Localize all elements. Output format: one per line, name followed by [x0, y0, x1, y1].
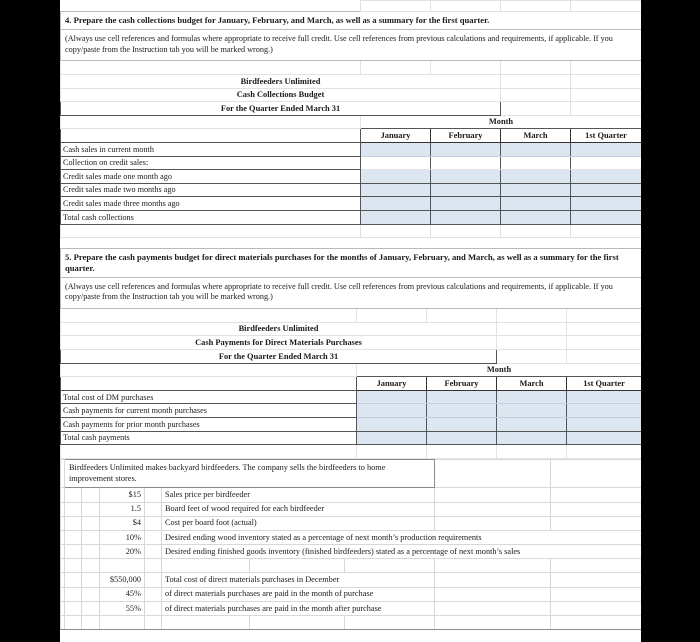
- spacer-cell: [567, 445, 642, 459]
- spacer-cell: [145, 573, 162, 587]
- top-spacer-row: [61, 1, 642, 12]
- assumption-desc-cost-board-foot: Cost per board foot (actual): [162, 516, 435, 530]
- spacer-cell: [65, 516, 82, 530]
- assumption-gap-row: [61, 559, 642, 573]
- spacer-cell: [65, 587, 82, 601]
- input-cell-january[interactable]: [357, 390, 427, 404]
- spacer-cell: [551, 559, 641, 573]
- spacer-cell: [551, 488, 641, 502]
- spacer-cell: [431, 238, 501, 249]
- column-header-march-4: March: [501, 129, 571, 143]
- question-4-block: [60, 0, 641, 248]
- input-cell-february[interactable]: [431, 183, 501, 197]
- spacer-cell: [82, 516, 100, 530]
- table-row: [61, 142, 642, 156]
- empty-corner-cell: [61, 115, 361, 129]
- spacer-cell: [551, 516, 641, 530]
- table-row: [61, 390, 642, 404]
- input-cell-february[interactable]: [427, 417, 497, 431]
- empty-corner-cell: [61, 363, 357, 377]
- spacer-cell: [571, 88, 642, 102]
- row-label-total-cash-payments: Total cash payments: [61, 431, 357, 445]
- assumption-row: [61, 573, 642, 587]
- column-header-march-5: March: [497, 377, 567, 391]
- gap-row: [61, 238, 642, 249]
- spacer-cell: [357, 309, 427, 323]
- spacer-cell: [551, 616, 641, 630]
- spacer-cell: [567, 350, 642, 364]
- row-label-cash-payments-current-month: Cash payments for current month purchases: [61, 404, 357, 418]
- spacer-cell: [65, 601, 82, 615]
- input-cell-quarter[interactable]: [567, 404, 642, 418]
- spacer-cell: [435, 616, 551, 630]
- input-cell-quarter[interactable]: [567, 390, 642, 404]
- input-cell-quarter[interactable]: [571, 170, 642, 184]
- input-cell-february[interactable]: [427, 404, 497, 418]
- input-cell-quarter[interactable]: [571, 142, 642, 156]
- assumption-row: [61, 601, 642, 615]
- question-5-note: (Always use cell references and formulas where appropriate to receive full credit. Use cell references from previous calculations and requirements, if applicable. If you copy/paste from the Instruction tab you will be marked wrong.): [61, 277, 642, 309]
- spacer-cell: [82, 502, 100, 516]
- spacer-cell: [361, 61, 431, 75]
- period-label-5: For the Quarter Ended March 31: [61, 350, 497, 364]
- input-cell-march[interactable]: [501, 197, 571, 211]
- spacer-cell: [501, 102, 571, 116]
- assumption-row: [61, 530, 642, 544]
- gap-row: [61, 61, 642, 75]
- spacer-cell: [567, 336, 642, 350]
- table-row: [61, 417, 642, 431]
- spacer-cell: [65, 559, 82, 573]
- row-label-header-4: [61, 129, 361, 143]
- input-cell-march[interactable]: [501, 210, 571, 224]
- input-cell-march[interactable]: [497, 417, 567, 431]
- spacer-cell: [551, 587, 641, 601]
- input-cell-quarter[interactable]: [571, 197, 642, 211]
- spacer-cell: [501, 238, 571, 249]
- row-label-cash-payments-prior-month: Cash payments for prior month purchases: [61, 417, 357, 431]
- row-label-credit-two-months: Credit sales made two months ago: [61, 183, 361, 197]
- spacer-cell: [61, 309, 357, 323]
- company-title-row-4: [61, 74, 642, 88]
- input-cell-quarter[interactable]: [567, 431, 642, 445]
- spacer-cell: [435, 587, 551, 601]
- month-group-row-4: [61, 115, 642, 129]
- spacer-cell: [162, 559, 250, 573]
- spacer-cell: [100, 616, 145, 630]
- spacer-cell: [82, 559, 100, 573]
- assumption-value-cost-board-foot: $4: [100, 516, 145, 530]
- spacer-cell: [551, 573, 641, 587]
- question-4-heading-row: [61, 12, 642, 30]
- spacer-cell: [497, 322, 567, 336]
- spacer-cell: [65, 573, 82, 587]
- spacer-cell: [435, 488, 551, 502]
- blank-cell-january[interactable]: [361, 156, 431, 170]
- question-5-note-row: [61, 277, 642, 309]
- assumption-value-sales-price: $15: [100, 488, 145, 502]
- assumption-value-wood-inventory: 10%: [100, 530, 145, 544]
- spacer-cell: [145, 616, 162, 630]
- row-label-credit-one-month: Credit sales made one month ago: [61, 170, 361, 184]
- blank-cell-quarter[interactable]: [571, 156, 642, 170]
- spacer-cell: [551, 502, 641, 516]
- input-cell-march[interactable]: [501, 142, 571, 156]
- input-cell-february[interactable]: [427, 431, 497, 445]
- table-row: [61, 210, 642, 224]
- spacer-cell: [361, 224, 431, 238]
- spacer-cell: [571, 61, 642, 75]
- input-cell-january[interactable]: [361, 142, 431, 156]
- table-row: [61, 156, 642, 170]
- spacer-cell: [250, 616, 345, 630]
- column-header-february-5: February: [427, 377, 497, 391]
- assumption-value-board-feet: 1.5: [100, 502, 145, 516]
- input-cell-february[interactable]: [431, 197, 501, 211]
- assumption-row: [61, 587, 642, 601]
- spacer-cell: [361, 238, 431, 249]
- statement-name-5: Cash Payments for Direct Materials Purchases: [61, 336, 497, 350]
- spacer-cell: [431, 224, 501, 238]
- spacer-cell: [571, 102, 642, 116]
- month-group-header-4: Month: [361, 115, 642, 129]
- spacer-cell: [497, 350, 567, 364]
- spacer-cell: [345, 616, 435, 630]
- assumption-row: [61, 488, 642, 502]
- question-4-note-row: [61, 29, 642, 61]
- assumption-value-fg-inventory: 20%: [100, 545, 145, 559]
- intro-row: [61, 459, 642, 488]
- company-name-5: Birdfeeders Unlimited: [61, 322, 497, 336]
- input-cell-february[interactable]: [431, 170, 501, 184]
- spacer-cell: [65, 488, 82, 502]
- input-cell-quarter[interactable]: [571, 210, 642, 224]
- spacer-cell: [497, 445, 567, 459]
- assumption-value-paid-month-after: 55%: [100, 601, 145, 615]
- gap-row: [61, 445, 642, 459]
- input-cell-january[interactable]: [357, 417, 427, 431]
- table-row: [61, 197, 642, 211]
- spacer-cell: [61, 238, 361, 249]
- period-label-4: For the Quarter Ended March 31: [61, 102, 501, 116]
- spacer-cell: [501, 74, 571, 88]
- assumptions-block: [60, 459, 641, 630]
- blank-cell-march[interactable]: [501, 156, 571, 170]
- assumption-row: [61, 502, 642, 516]
- spacer-cell: [145, 530, 162, 544]
- month-group-row-5: [61, 363, 642, 377]
- question-5-heading: 5. Prepare the cash payments budget for direct materials purchases for the months of January, February, and March, as well as a summary for the first quarter.: [61, 249, 642, 277]
- spacer-cell: [61, 61, 361, 75]
- input-cell-march[interactable]: [497, 404, 567, 418]
- input-cell-january[interactable]: [357, 404, 427, 418]
- input-cell-march[interactable]: [497, 390, 567, 404]
- spacer-cell: [571, 1, 642, 12]
- spacer-cell: [145, 601, 162, 615]
- column-header-quarter-5: 1st Quarter: [567, 377, 642, 391]
- gap-row: [61, 309, 642, 323]
- statement-name-4: Cash Collections Budget: [61, 88, 501, 102]
- question-5-heading-row: [61, 249, 642, 277]
- row-label-credit-three-months: Credit sales made three months ago: [61, 197, 361, 211]
- table-row: [61, 183, 642, 197]
- assumption-desc-dm-december: Total cost of direct materials purchases in December: [162, 573, 435, 587]
- spacer-cell: [571, 224, 642, 238]
- spacer-cell: [435, 516, 551, 530]
- spacer-cell: [82, 587, 100, 601]
- row-label-total-cost-dm-purchases: Total cost of DM purchases: [61, 390, 357, 404]
- assumption-row: [61, 545, 642, 559]
- assumption-desc-paid-month-after: of direct materials purchases are paid in the month after purchase: [162, 601, 435, 615]
- row-label-collection-on-credit-sales: Collection on credit sales:: [61, 156, 361, 170]
- spacer-cell: [82, 573, 100, 587]
- spacer-cell: [427, 309, 497, 323]
- assumption-value-dm-december: $550,000: [100, 573, 145, 587]
- spacer-cell: [435, 459, 551, 488]
- question-4-note: (Always use cell references and formulas where appropriate to receive full credit. Use cell references from previous calculations and requirements, if applicable. If you copy/paste from the Instruction tab you will be marked wrong.): [61, 29, 642, 61]
- spacer-cell: [357, 445, 427, 459]
- input-cell-march[interactable]: [497, 431, 567, 445]
- period-title-row-5: [61, 350, 642, 364]
- row-label-header-5: [61, 377, 357, 391]
- spacer-cell: [435, 502, 551, 516]
- assumption-desc-board-feet: Board feet of wood required for each birdfeeder: [162, 502, 435, 516]
- input-cell-february[interactable]: [431, 210, 501, 224]
- input-cell-february[interactable]: [427, 390, 497, 404]
- input-cell-january[interactable]: [361, 197, 431, 211]
- assumption-desc-wood-inventory: Desired ending wood inventory stated as a percentage of next month’s production requirements: [162, 530, 642, 544]
- assumption-desc-paid-month-of: of direct materials purchases are paid in the month of purchase: [162, 587, 435, 601]
- input-cell-january[interactable]: [361, 210, 431, 224]
- spacer-cell: [345, 559, 435, 573]
- question-4-heading: 4. Prepare the cash collections budget for January, February, and March, as well as a summary for the first quarter.: [61, 12, 642, 30]
- assumption-desc-fg-inventory: Desired ending finished goods inventory (finished birdfeeders) stated as a percentage of next month’s sales: [162, 545, 642, 559]
- input-cell-quarter[interactable]: [567, 417, 642, 431]
- spacer-cell: [571, 74, 642, 88]
- spacer-cell: [435, 601, 551, 615]
- spacer-cell: [65, 530, 82, 544]
- row-label-cash-sales: Cash sales in current month: [61, 142, 361, 156]
- spacer-cell: [501, 224, 571, 238]
- column-header-january-4: January: [361, 129, 431, 143]
- gap-row: [61, 224, 642, 238]
- spacer-cell: [65, 545, 82, 559]
- spacer-cell: [571, 238, 642, 249]
- table-row: [61, 431, 642, 445]
- column-header-row-4: [61, 129, 642, 143]
- input-cell-march[interactable]: [501, 170, 571, 184]
- spacer-cell: [100, 559, 145, 573]
- spacer-cell: [82, 545, 100, 559]
- spacer-cell: [162, 616, 250, 630]
- spacer-cell: [497, 336, 567, 350]
- spacer-cell: [145, 488, 162, 502]
- statement-title-row-5: [61, 336, 642, 350]
- spacer-cell: [567, 322, 642, 336]
- column-header-january-5: January: [357, 377, 427, 391]
- assumption-bottom-row: [61, 616, 642, 630]
- spreadsheet-page: [60, 0, 641, 642]
- spacer-cell: [361, 1, 431, 12]
- table-row: [61, 170, 642, 184]
- spacer-cell: [431, 61, 501, 75]
- input-cell-january[interactable]: [357, 431, 427, 445]
- spacer-cell: [501, 1, 571, 12]
- spacer-cell: [145, 587, 162, 601]
- spacer-cell: [145, 559, 162, 573]
- spacer-cell: [145, 516, 162, 530]
- spacer-cell: [65, 502, 82, 516]
- input-cell-march[interactable]: [501, 183, 571, 197]
- statement-title-row-4: [61, 88, 642, 102]
- input-cell-february[interactable]: [431, 142, 501, 156]
- assumption-desc-sales-price: Sales price per birdfeeder: [162, 488, 435, 502]
- spacer-cell: [551, 601, 641, 615]
- company-title-row-5: [61, 322, 642, 336]
- spacer-cell: [145, 502, 162, 516]
- blank-cell-february[interactable]: [431, 156, 501, 170]
- row-label-total-cash-collections: Total cash collections: [61, 210, 361, 224]
- spacer-cell: [567, 309, 642, 323]
- column-header-row-5: [61, 377, 642, 391]
- input-cell-january[interactable]: [361, 183, 431, 197]
- spacer-cell: [65, 616, 82, 630]
- spacer-cell: [61, 224, 361, 238]
- period-title-row-4: [61, 102, 642, 116]
- spacer-cell: [435, 573, 551, 587]
- column-header-quarter-4: 1st Quarter: [571, 129, 642, 143]
- column-header-february-4: February: [431, 129, 501, 143]
- spacer-cell: [82, 530, 100, 544]
- spacer-cell: [145, 545, 162, 559]
- spacer-cell: [501, 61, 571, 75]
- spacer-cell: [61, 445, 357, 459]
- spacer-cell: [501, 88, 571, 102]
- spacer-cell: [82, 601, 100, 615]
- input-cell-january[interactable]: [361, 170, 431, 184]
- spacer-cell: [427, 445, 497, 459]
- spacer-cell: [61, 1, 361, 12]
- spacer-cell: [551, 459, 641, 488]
- table-row: [61, 404, 642, 418]
- assumption-row: [61, 516, 642, 530]
- spacer-cell: [82, 488, 100, 502]
- assumption-value-paid-month-of: 45%: [100, 587, 145, 601]
- company-description: Birdfeeders Unlimited makes backyard birdfeeders. The company sells the birdfeeders to home improvement stores.: [65, 459, 435, 488]
- spacer-cell: [82, 616, 100, 630]
- month-group-header-5: Month: [357, 363, 642, 377]
- company-name-4: Birdfeeders Unlimited: [61, 74, 501, 88]
- spacer-cell: [497, 309, 567, 323]
- spacer-cell: [431, 1, 501, 12]
- spacer-cell: [250, 559, 345, 573]
- spacer-cell: [435, 559, 551, 573]
- input-cell-quarter[interactable]: [571, 183, 642, 197]
- question-5-block: [60, 248, 641, 459]
